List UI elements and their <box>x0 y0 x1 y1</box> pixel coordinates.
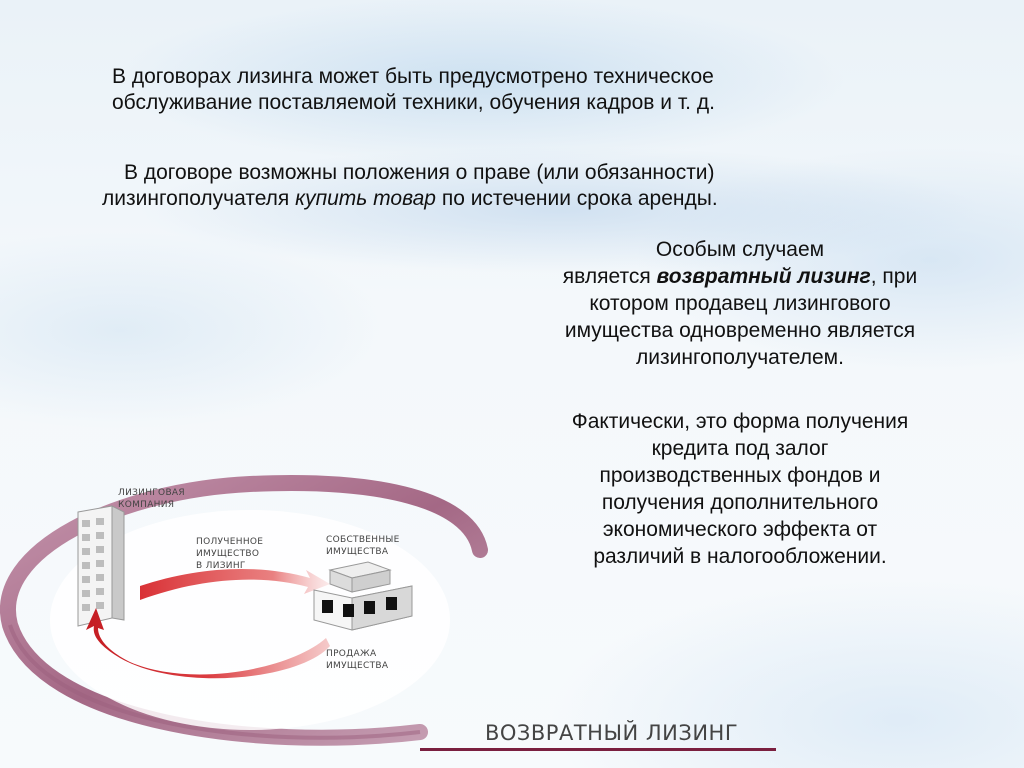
paragraph-maintenance <box>112 64 972 116</box>
p4-line-1: Фактически, это форма получения <box>571 410 909 433</box>
p3-line-3: котором продавец лизингового <box>589 292 891 315</box>
paragraph-purchase-right <box>102 160 982 212</box>
p4-line-5: экономического эффекта от <box>602 518 878 541</box>
paragraph-leaseback <box>516 236 964 371</box>
label-received-2: ИМУЩЕСТВО <box>196 549 260 559</box>
p3-line-2-a: является <box>562 265 657 288</box>
p3-line-5: лизингополучателем. <box>636 346 844 369</box>
p2-line-2-italic: купить товар <box>295 187 436 210</box>
p2-line-1: В договоре возможны положения о праве (или обязанности) <box>124 161 715 184</box>
p2-line-2-b: по истечении срока аренды. <box>435 187 718 210</box>
p3-line-4: имущества одновременно является <box>564 319 916 342</box>
label-sale-1: ПРОДАЖА <box>326 649 377 659</box>
diagram-title: ВОЗВРАТНЫЙ ЛИЗИНГ <box>485 721 739 745</box>
p3-line-2 <box>516 263 964 290</box>
label-company-2: КОМПАНИЯ <box>118 500 175 510</box>
p1-line-1: В договорах лизинга может быть предусмотрено техническое <box>112 65 714 88</box>
p3-line-2-b: , при <box>870 265 918 288</box>
label-received-3: В ЛИЗИНГ <box>196 561 246 571</box>
p4-line-6: различий в налогообложении. <box>593 545 887 568</box>
label-company-1: ЛИЗИНГОВАЯ <box>118 488 185 498</box>
p2-line-2-a: лизингополучателя <box>102 187 296 210</box>
label-own-2: ИМУЩЕСТВА <box>326 547 389 557</box>
leaseback-diagram <box>0 470 780 768</box>
title-underline <box>420 748 776 751</box>
p4-line-2: кредита под залог <box>651 437 829 460</box>
p1-line-2: обслуживание поставляемой техники, обучения кадров и т. д. <box>112 91 715 114</box>
label-received-1: ПОЛУЧЕННОЕ <box>196 537 264 547</box>
label-sale-2: ИМУЩЕСТВА <box>326 661 389 671</box>
p3-line-2-bold: возвратный лизинг <box>656 265 871 288</box>
label-own-1: СОБСТВЕННЫЕ <box>326 535 400 545</box>
p3-line-1: Особым случаем <box>655 238 825 261</box>
p2-line-2 <box>102 187 718 210</box>
p4-line-4: получения дополнительного <box>601 491 879 514</box>
p4-line-3: производственных фондов и <box>599 464 881 487</box>
building-icon <box>78 506 124 626</box>
